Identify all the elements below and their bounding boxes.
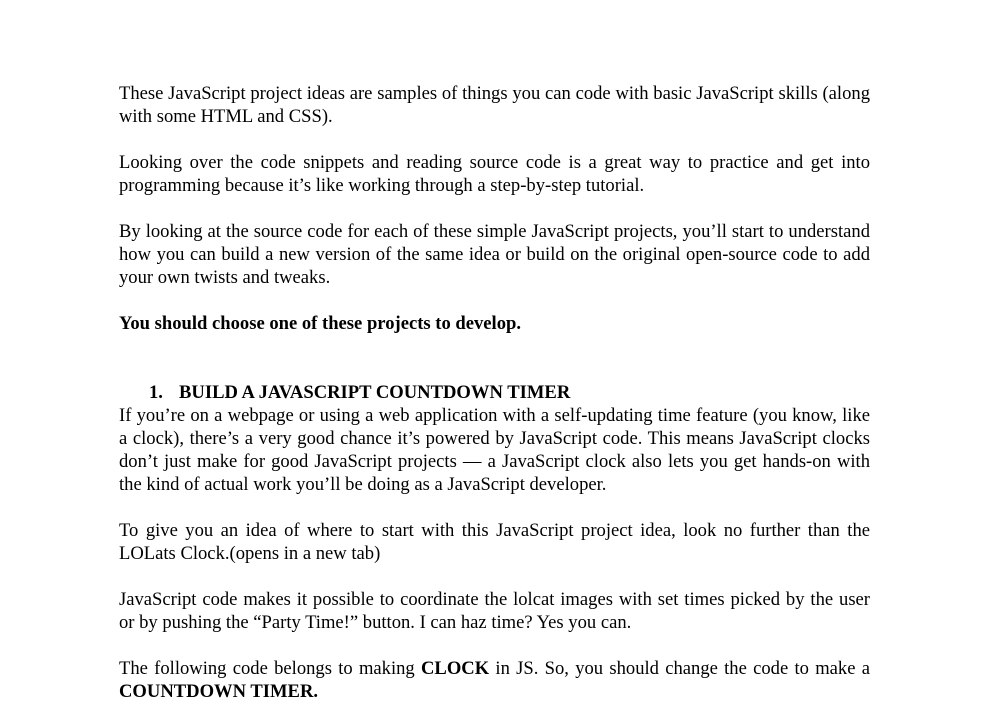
lolcats-paragraph: To give you an idea of where to start with this JavaScript project idea, look no further than the LOLats Clock.(opens in a new tab): [119, 520, 870, 564]
section-heading: [119, 381, 870, 404]
intro-paragraph: These JavaScript project ideas are samples of things you can code with basic JavaScript skills (along with some HTML and CSS).: [119, 83, 870, 127]
instruction-paragraph: You should choose one of these projects to develop.: [119, 313, 522, 334]
task-clock-term: CLOCK: [420, 658, 490, 679]
document-page: [119, 82, 870, 703]
section-title: BUILD A JAVASCRIPT COUNTDOWN TIMER: [179, 382, 571, 403]
clock-description-paragraph: If you’re on a webpage or using a web application with a self-updating time feature (you know, like a clock), there’s a very good chance it’s powered by JavaScript code. This means JavaScript clocks don’t just make for good JavaScript projects — a JavaScript clock also lets you get hands-on with the kind of actual work you’ll be doing as a JavaScript developer.: [119, 405, 870, 495]
task-paragraph: [119, 657, 870, 703]
task-prefix: The following code belongs to making: [119, 658, 421, 679]
lolcat-images-paragraph: JavaScript code makes it possible to coordinate the lolcat images with set times picked by the user or by pushing the “Party Time!” button. I can haz time? Yes you can.: [119, 589, 870, 633]
task-countdown-term: COUNTDOWN TIMER.: [119, 681, 319, 702]
source-code-paragraph: By looking at the source code for each of these simple JavaScript projects, you’ll start to understand how you can build a new version of the same idea or build on the original open-source code to add your own twists and tweaks.: [119, 221, 870, 288]
section-number: 1.: [149, 382, 163, 403]
practice-paragraph: Looking over the code snippets and reading source code is a great way to practice and get into programming because it’s like working through a step-by-step tutorial.: [119, 152, 870, 196]
task-middle: in JS. So, you should change the code to make a: [489, 658, 870, 679]
